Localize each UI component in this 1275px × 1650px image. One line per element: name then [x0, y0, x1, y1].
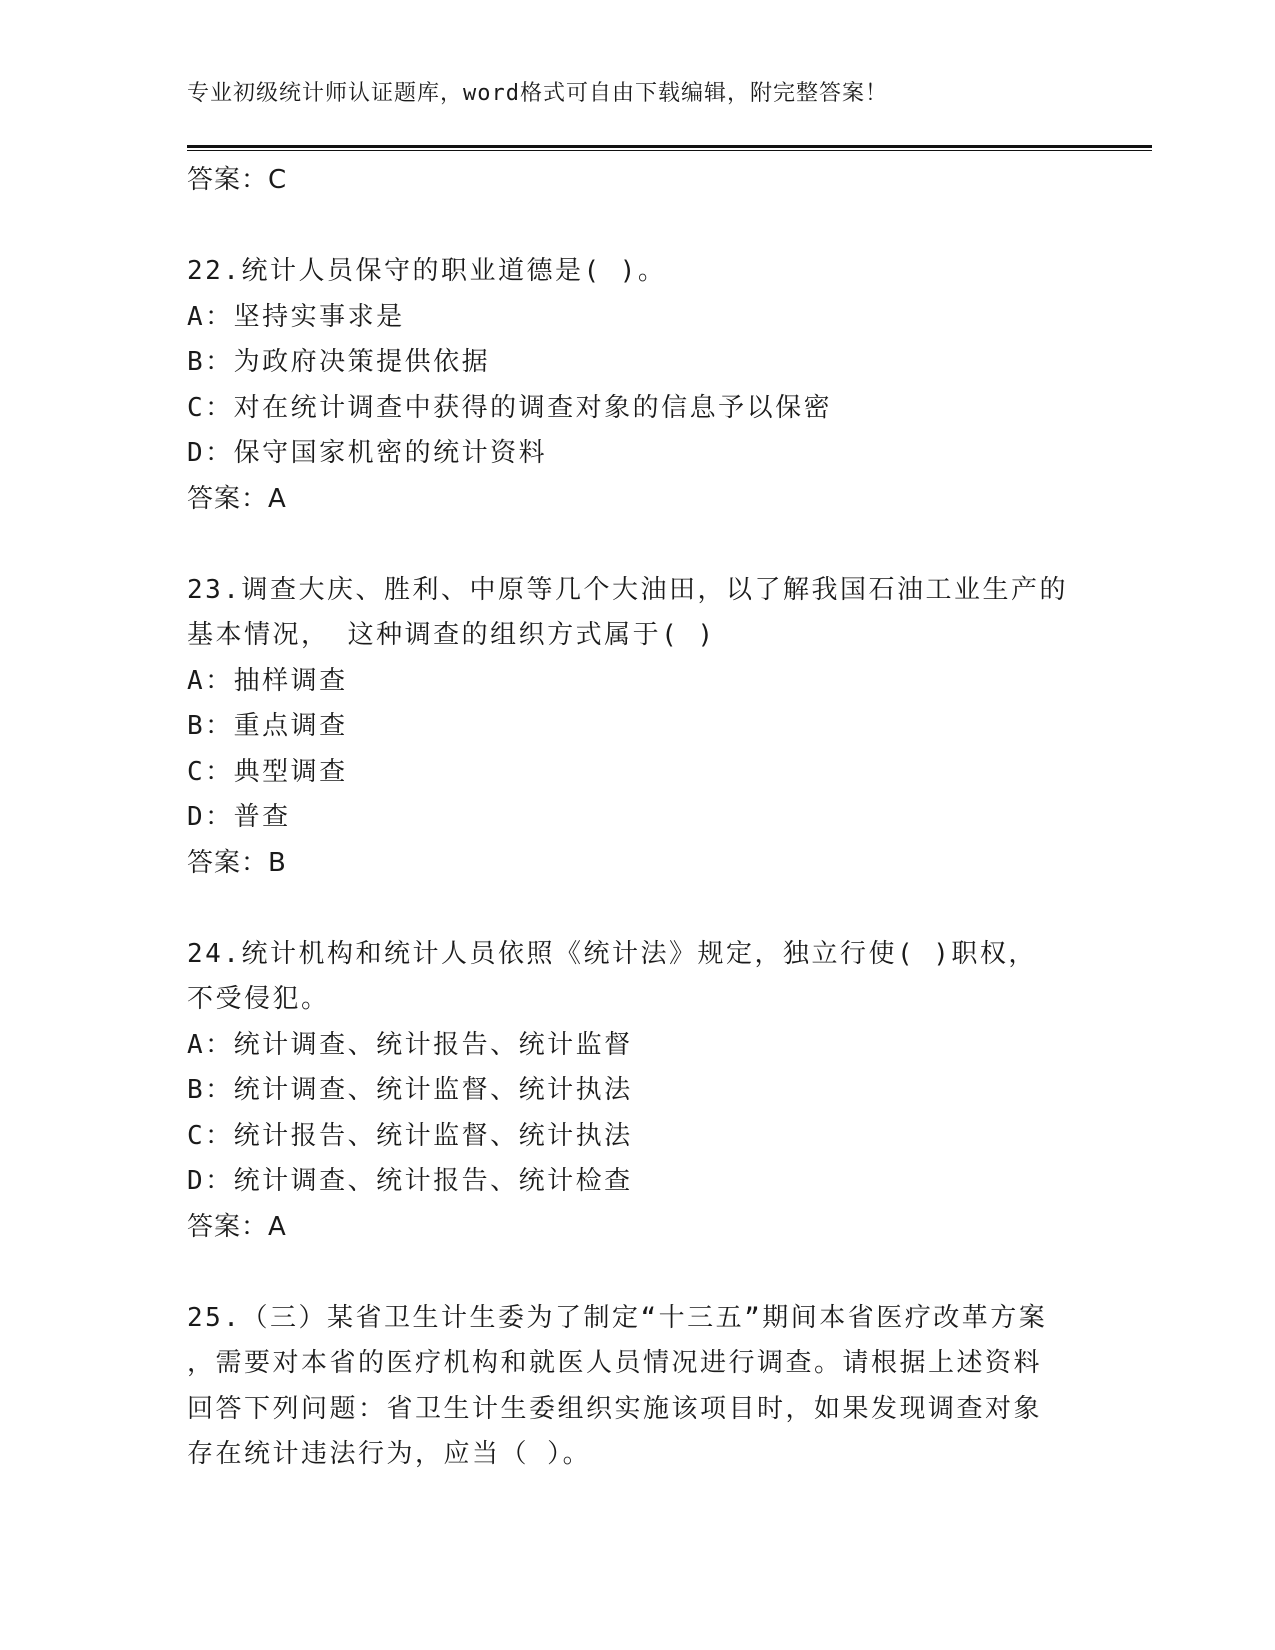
option-d: D：统计调查、统计报告、统计检查: [187, 1166, 633, 1196]
previous-answer: 答案：C: [187, 165, 288, 195]
option-a: A：抽样调查: [187, 665, 348, 696]
question-stem-continued: 基本情况， 这种调查的组织方式属于( ): [187, 620, 716, 650]
answer: 答案：A: [187, 1211, 287, 1242]
spacer: [187, 886, 1087, 932]
option-a: A：坚持实事求是: [187, 301, 405, 332]
option-b: B：为政府决策提供依据: [187, 347, 491, 377]
question-stem: 25.（三）某省卫生计生委为了制定“十三五”期间本省医疗改革方案: [187, 1302, 1048, 1333]
header-divider: [187, 145, 1152, 148]
answer: 答案：B: [187, 847, 287, 878]
question-stem-continued: 存在统计违法行为，应当（ ）。: [187, 1439, 592, 1469]
answer: 答案：A: [187, 483, 287, 514]
question-stem: 24.统计机构和统计人员依照《统计法》规定，独立行使( )职权，: [187, 938, 1037, 969]
question-stem: 23.调查大庆、胜利、中原等几个大油田，以了解我国石油工业生产的: [187, 574, 1068, 605]
question-stem-continued: 回答下列问题：省卫生计生委组织实施该项目时，如果发现调查对象: [187, 1393, 1043, 1424]
spacer: [187, 204, 1087, 250]
header-divider-thin: [187, 150, 1152, 151]
question-24: [187, 932, 1087, 1251]
spacer: [187, 522, 1087, 568]
option-c: C：典型调查: [187, 756, 348, 787]
question-stem: 22.统计人员保守的职业道德是( )。: [187, 256, 667, 286]
option-d: D：普查: [187, 802, 291, 832]
option-c: C：对在统计调查中获得的调查对象的信息予以保密: [187, 392, 833, 423]
document-body: [187, 158, 1087, 1478]
question-23: [187, 568, 1087, 887]
question-25: [187, 1296, 1087, 1478]
option-c: C：统计报告、统计监督、统计执法: [187, 1120, 633, 1151]
option-b: B：重点调查: [187, 711, 348, 741]
page-header: 专业初级统计师认证题库，word格式可自由下载编辑，附完整答案！: [187, 81, 888, 106]
spacer: [187, 1250, 1087, 1296]
question-22: [187, 249, 1087, 522]
question-stem-continued: 不受侵犯。: [187, 984, 330, 1014]
question-stem-continued: ，需要对本省的医疗机构和就医人员情况进行调查。请根据上述资料: [187, 1348, 1043, 1378]
option-d: D：保守国家机密的统计资料: [187, 438, 548, 468]
option-b: B：统计调查、统计监督、统计执法: [187, 1075, 633, 1105]
option-a: A：统计调查、统计报告、统计监督: [187, 1029, 633, 1060]
